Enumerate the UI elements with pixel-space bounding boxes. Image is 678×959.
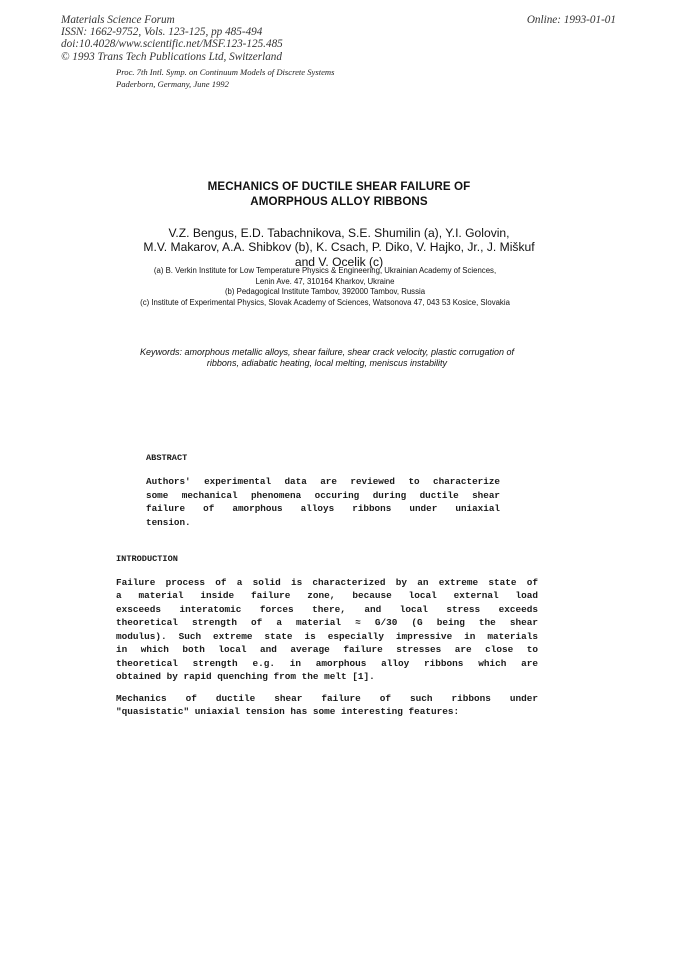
- keywords-line: Keywords: amorphous metallic alloys, shear failure, shear crack velocity, plastic corrugation of: [140, 347, 514, 357]
- abstract-line: Authors' experimental data are reviewed to characterize: [146, 476, 500, 487]
- paragraph-line: a material inside failure zone, because local external load: [116, 590, 538, 602]
- abstract-line: tension.: [146, 516, 191, 528]
- paragraph-line: in which both local and average failure stresses are close to: [116, 644, 538, 656]
- journal-info: [61, 14, 283, 63]
- paragraph-line: exsceeds interatomic forces there, and local stress exceeds: [116, 603, 538, 615]
- online-date: Online: 1993-01-01: [526, 14, 616, 26]
- abstract-line: failure of amorphous alloys ribbons under uniaxial: [146, 503, 500, 515]
- introduction-paragraph-2: [116, 692, 538, 719]
- abstract-text: [146, 475, 500, 529]
- paragraph-line: theoretical strength e.g. in amorphous alloy ribbons which are: [116, 657, 538, 669]
- journal-issn: ISSN: 1662-9752, Vols. 123-125, pp 485-494: [61, 26, 263, 39]
- title-line: MECHANICS OF DUCTILE SHEAR FAILURE OF: [207, 180, 471, 193]
- introduction-heading: INTRODUCTION: [116, 554, 178, 564]
- title-line: AMORPHOUS ALLOY RIBBONS: [250, 194, 428, 208]
- paragraph-line: Failure process of a solid is characterized by an extreme state of: [116, 577, 538, 588]
- proceedings-line: Proc. 7th Intl. Symp. on Continuum Models of Discrete Systems: [116, 67, 335, 77]
- affiliation-line: (a) B. Verkin Institute for Low Temperature Physics & Engineering, Ukrainian Academy of Sciences,: [153, 266, 497, 275]
- paragraph-line: Mechanics of ductile shear failure of such ribbons under: [116, 693, 538, 704]
- introduction-paragraph: [116, 576, 538, 684]
- paragraph-line: obtained by rapid quenching from the melt [1].: [116, 671, 375, 683]
- keywords-line: ribbons, adiabatic heating, local melting, meniscus instability: [206, 357, 448, 368]
- abstract-line: some mechanical phenomena occuring during ductile shear: [146, 489, 500, 501]
- paper-title: [0, 180, 678, 209]
- author-line: V.Z. Bengus, E.D. Tabachnikova, S.E. Shumilin (a), Y.I. Golovin,: [168, 226, 510, 240]
- paragraph-line: theoretical strength of a material ≈ G/30 (G being the shear: [116, 617, 538, 629]
- author-line: and V. Ocelik (c): [294, 254, 384, 269]
- keywords: [0, 347, 654, 368]
- affiliation-line: (c) Institute of Experimental Physics, Slovak Academy of Sciences, Watsonova 47, 043 53 Kosice, Slovakia: [140, 298, 510, 308]
- abstract-heading: ABSTRACT: [146, 453, 188, 463]
- journal-name: Materials Science Forum: [61, 14, 175, 26]
- paragraph-line: "quasistatic" uniaxial tension has some interesting features:: [116, 706, 460, 718]
- proceedings-line: Paderborn, Germany, June 1992: [116, 78, 229, 89]
- journal-doi: doi:10.4028/www.scientific.net/MSF.123-125.485: [61, 38, 283, 51]
- journal-copyright: © 1993 Trans Tech Publications Ltd, Switzerland: [61, 50, 282, 63]
- affiliations: [0, 266, 650, 309]
- author-line: M.V. Makarov, A.A. Shibkov (b), K. Csach, P. Diko, V. Hajko, Jr., J. Miškuf: [143, 240, 535, 255]
- affiliation-line: Lenin Ave. 47, 310164 Kharkov, Ukraine: [255, 276, 395, 286]
- proceedings-info: [116, 67, 334, 90]
- author-list: [0, 226, 678, 269]
- affiliation-line: (b) Pedagogical Institute Tambov, 392000 Tambov, Russia: [224, 287, 426, 297]
- paragraph-line: modulus). Such extreme state is especially impressive in materials: [116, 630, 538, 642]
